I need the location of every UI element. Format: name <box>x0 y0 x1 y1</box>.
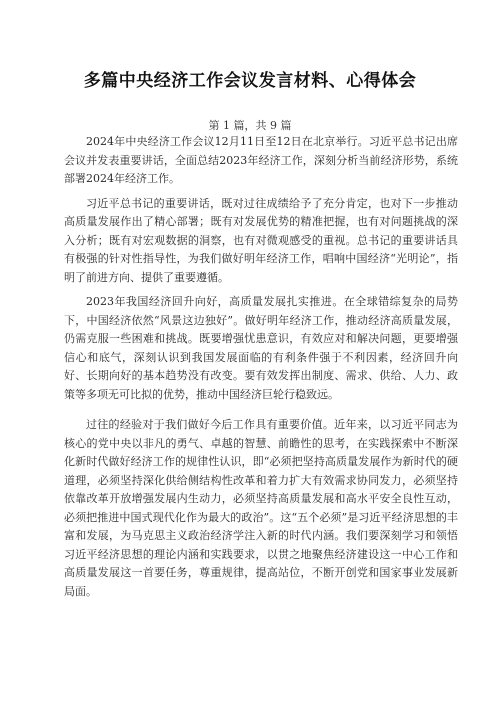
page-counter: 第 1 篇，共 9 篇 <box>208 119 292 132</box>
paragraph-4: 过往的经验对于我们做好今后工作具有重要价值。近年来，以习近平同志为核心的党中央以非凡的勇气、卓越的智慧、前瞻性的思考，在实践探索中不断深化新时代做好经济工作的规律性认识，即“必须把坚持高质量发展作为新时代的硬道理，必须坚持深化供给侧结构性改革和着力扩大有效需求协同发力，必须坚持依靠改革开放增强发展内生动力，必须坚持高质量发展和高水平安全良性互动，必须把推进中国式现代化作为最大的政治”。这“五个必须”是习近平经济思想的丰富和发展，为马克思主义政治经济学注入新的时代内涵。我们要深刻学习和领悟习近平经济思想的理论内涵和实践要求，以贯之地聚焦经济建设这一中心工作和高质量发展这一首要任务，尊重规律，提高站位，不断开创党和国家事业发展新局面。 <box>64 418 458 598</box>
page-title: 多篇中央经济工作会议发言材料、心得体会 <box>83 71 417 91</box>
paragraph-3: 2023年我国经济回升向好，高质量发展扎实推进。在全球错综复杂的局势下，中国经济依然“风景这边独好”。做好明年经济工作，推动经济高质量发展，仍需克服一些困难和挑战。既要增强忧患意识，有效应对和解决问题，更要增强信心和底气，深刻认识到我国发展面临的有利条件强于不利因素，经济回升向好、长期向好的基本趋势没有改变。要有效发挥出制度、需求、供给、人力、政策等多项无可比拟的优势，推动中国经济巨轮行稳致远。 <box>64 295 458 401</box>
paragraph-2: 习近平总书记的重要讲话，既对过往成绩给予了充分肯定，也对下一步推动高质量发展作出了精心部署；既有对发展优势的精准把握，也有对问题挑战的深入分析；既有对宏观数据的洞察，也有对微观感受的重视。总书记的重要讲话具有极强的针对性指导性，为我们做好明年经济工作，唱响中国经济“光明论”，指明了前进方向、提供了重要遵循。 <box>64 196 458 284</box>
paragraph-1: 2024年中央经济工作会议12月11日至12日在北京举行。习近平总书记出席会议并发表重要讲话，全面总结2023年经济工作，深刻分析当前经济形势，系统部署2024年经济工作。 <box>64 135 458 185</box>
document-body <box>64 133 458 601</box>
